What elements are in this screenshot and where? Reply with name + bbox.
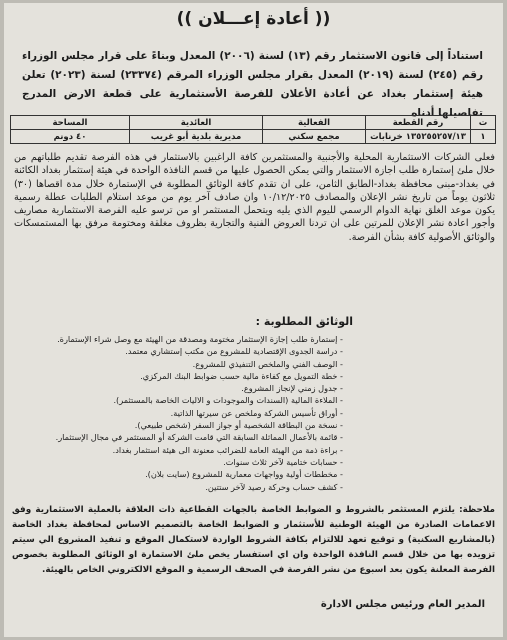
page-title: (( أعادة إعـــلان )) [176, 9, 331, 29]
list-item: - دراسة الجدوى الإقتصادية للمشروع من مكتب إستشاري معتمد. [13, 345, 343, 357]
list-item: - كشف حساب وحركة رصيد لآخر ستتين. [13, 481, 343, 493]
intro-paragraph: استناداً إلى قانون الاستثمار رقم (١٣) لسنة (٢٠٠٦) المعدل وبناءً على قرار مجلس الوزراء رقم (٢٤٥) لسنة (٢٠١٩) المعدل بقرار مجلس الوزراء المرقم (٢٣٣٧٤) لسنة (٢٠٢٣) تعلن هيئة إستثمار بغداد عن أعادة الأعلان للفرصة الأستثمارية على قطعة الارض المدرج تفاصيلها أدناه [22, 50, 483, 119]
docs-list [13, 333, 343, 493]
list-item: - جدول زمني لإنجاز المشروع. [13, 382, 343, 394]
list-item: - الملاءة المالية (السندات والموجودات و الاليات الخاصة بالمستثمر). [13, 394, 343, 406]
header-ownership: العائدية [130, 116, 263, 130]
body-paragraph: فعلى الشركات الاستثمارية المحلية والأجنبية والمستثمرين كافة الراغبين بالاستثمار في هذه الفرصة تقديم طلباتهم من خلال ملئ إستمارة طلب اجازة الاستثمار والتي يمكن الحصول عليها من قسم النافذة الواحدة في هيئة إستثمار بغداد الكائنة في بغداد-مبنى محافظة بغداد-الطابق الثامن، على ان تقدم كافة الوثائق المطلوبة في الإستمارة خلال مدة اقصاها (٣٠) ثلاثون يوماً من تاريخ نشر الإعلان والمصادف ١٠/١٢/٢٠٢٥ وان صادف آخر يوم من موعد استلام الطلبات عطلة رسمية يكون موعد الغلق نهاية الدوام الرسمي لليوم الذي يليه ويتحمل المستثمر او من ترسو عليه الفرصة الاستثمارية مصاريف وأجور اعادة نشر الإعلان للمرتين على ان تردنا العروض الفنية والتجارية بظروف مغلقة ومختومة مرفق بها المستمسكات والوثائق الأصولية كافة بشأن الفرصة. [14, 152, 496, 243]
list-item: - حسابات ختامية لآخر ثلاث سنوات. [13, 456, 343, 468]
list-item: - إستمارة طلب إجازة الإستثمار مختومة ومصدقة من الهيئة مع وصل شراء الإستمارة. [13, 333, 343, 345]
cell-activity: مجمع سكني [263, 130, 366, 144]
header-area: المساحة [11, 116, 130, 130]
list-item: - الوصف الفني والملخص التنفيذي للمشروع. [13, 358, 343, 370]
list-item: - مخططات أولية وواجهات معمارية للمشروع (سايت بلان). [13, 468, 343, 480]
cell-area: ٤٠ دونم [11, 130, 130, 144]
table-row [11, 130, 496, 144]
cell-ownership: مديرية بلدية أبو غريب [130, 130, 263, 144]
cell-seq: ١ [471, 130, 496, 144]
list-item: - براءة ذمة من الهيئة العامة للضرائب معنونة الى هيئة استثمار بغداد. [13, 444, 343, 456]
list-item: - قائمة بالأعمال المماثلة السابقة التي قامت الشركة أو المستثمر في مجال الإستثمار. [13, 431, 343, 443]
list-item: - خطة التمويل مع كفاءة مالية حسب ضوابط البنك المركزي. [13, 370, 343, 382]
header-seq: ت [471, 116, 496, 130]
announcement-page [4, 3, 503, 637]
docs-heading: الوثائق المطلوبة : [255, 315, 353, 328]
signature-line: المدير العام ورئيس مجلس الادارة [320, 599, 485, 610]
note-paragraph: ملاحظة: يلتزم المستثمر بالشروط و الضوابط الخاصة بالجهات القطاعية ذات العلاقة بالعملية الاستثمارية وفق الاعمامات الصادرة من الهيئة الوطنية للأستثمار و الضوابط الخاصة بالتصميم الاساس لمحافظة بغداد الخاصة (بالمشاريع السكنية) و توقيع تعهد للالتزام بكافة الشروط الواردة لاستكمال الموقع و تنفيذ المشروع الي سيتم تزويده بها من خلال قسم النافذة الواحدة وان اي استفسار يخص ملئ الاستمارة او الوثائق المطلوبة بخصوص الفرصة المعلنة يكون بعد اسبوع من نشر الفرصة في الصحف الرسمية و الموقع الالكتروني الخاص بالهيئة. [12, 505, 495, 575]
list-item: - نسخة من البطاقة الشخصية أو جواز السفر (شخص طبيعي). [13, 419, 343, 431]
header-activity: الفعالية [263, 116, 366, 130]
cell-plot-number: ١٣٥٢٥٥٢٥٧/١٣ خرنابات [366, 130, 471, 144]
opportunity-table [10, 115, 496, 144]
table-header-row [11, 116, 496, 130]
header-plot-number: رقم القطعة [366, 116, 471, 130]
list-item: - أوراق تأسيس الشركة وملخص عن سيرتها الذاتية. [13, 407, 343, 419]
